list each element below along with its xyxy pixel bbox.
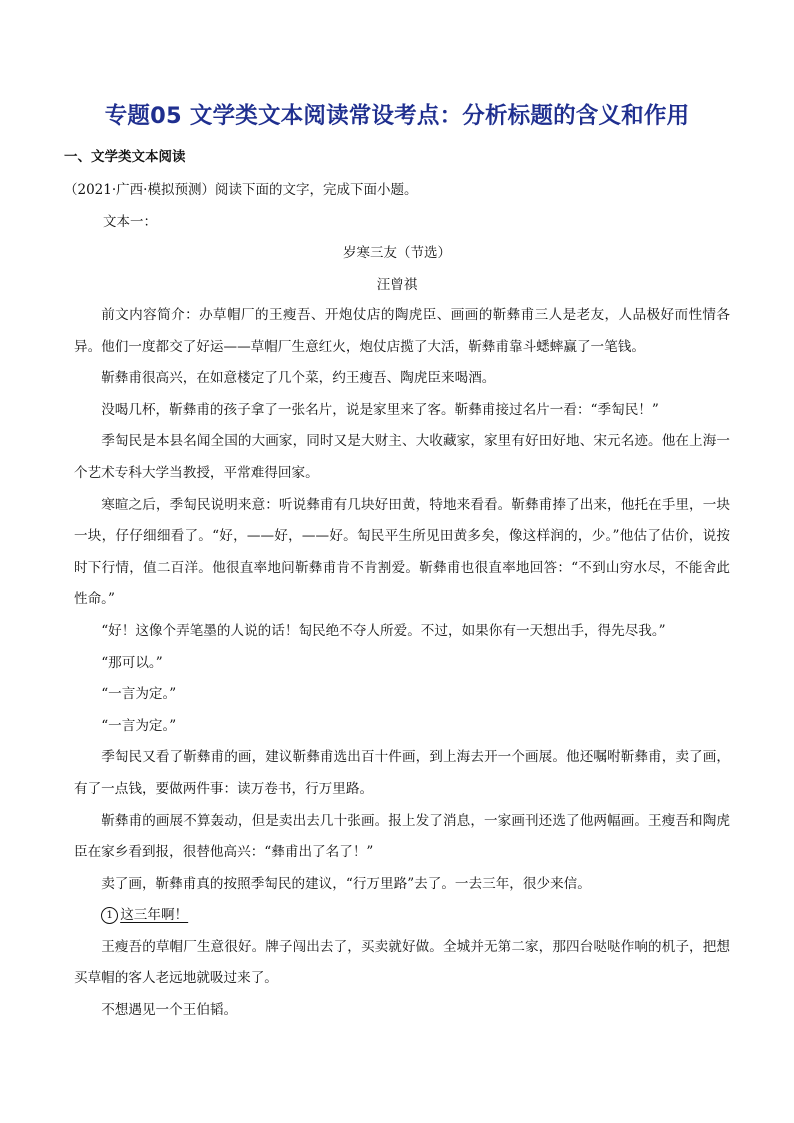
underlined-sentence <box>101 907 188 923</box>
paragraph: 卖了画，靳彝甫真的按照季匋民的建议，“行万里路”去了。一去三年，很少来信。 <box>101 875 591 892</box>
paragraph: “一言为定。” <box>101 686 177 703</box>
section-heading: 一、文学类文本阅读 <box>64 149 186 165</box>
paragraph: “那可以。” <box>101 654 163 671</box>
paragraph: “好！这像个弄笔墨的人说的话！匋民绝不夺人所爱。不过，如果你有一天想出手，得先尽我。” <box>101 622 666 639</box>
page-title: 专题05 文学类文本阅读常设考点：分析标题的含义和作用 <box>104 103 690 129</box>
paragraph: 季匋民是本县名闻全国的大画家，同时又是大财主、大收藏家，家里有好田好地、宋元名迹。他在上海一个艺术专科大学当教授，平常难得回家。 <box>74 433 730 481</box>
paragraph: 前文内容简介：办草帽厂的王瘦吾、开炮仗店的陶虎臣、画画的靳彝甫三人是老友，人品极好而性情各异。他们一度都交了好运——草帽厂生意红火，炮仗店揽了大活，靳彝甫靠斗蟋蟀赢了一笔钱。 <box>74 307 730 355</box>
paragraph: 不想遇见一个王伯韬。 <box>101 1002 238 1019</box>
article-author: 汪曾祺 <box>376 277 418 293</box>
paragraph: 靳彝甫的画展不算轰动，但是卖出去几十张画。报上发了消息，一家画刊还选了他两幅画。王瘦吾和陶虎臣在家乡看到报，很替他高兴：“彝甫出了名了！” <box>74 812 730 861</box>
marked-sentence-text: 这三年啊！ <box>120 907 189 924</box>
paragraph: 没喝几杯，靳彝甫的孩子拿了一张名片，说是家里来了客。靳彝甫接过名片一看：“季匋民！” <box>101 401 659 418</box>
marked-paragraph <box>74 900 730 932</box>
paragraph: 靳彝甫很高兴，在如意楼定了几个菜，约王瘦吾、陶虎臣来喝酒。 <box>101 370 496 387</box>
paragraph: “一言为定。” <box>101 717 177 734</box>
article-body <box>74 300 730 1027</box>
paragraph: 寒暄之后，季匋民说明来意：听说彝甫有几块好田黄，特地来看看。靳彝甫捧了出来，他托在手里，一块一块，仔仔细细看了。“好，——好，——好。匋民平生所见田黄多矣，像这样润的，少。”他估了估价，说按时下行情，值二百洋。他很直率地问靳彝甫肯不肯割爱。靳彝甫也很直率地回答：“不到山穷水尽，不能舍此性命。” <box>74 496 730 608</box>
text-label: 文本一： <box>103 214 157 230</box>
paragraph: 王瘦吾的草帽厂生意很好。牌子闯出去了，买卖就好做。全城并无第二家，那四台哒哒作响的机子，把想买草帽的客人老远地就吸过来了。 <box>74 938 730 987</box>
circled-number-marker: 1 <box>101 907 118 924</box>
source-line: （2021·广西·模拟预测）阅读下面的文字，完成下面小题。 <box>64 182 418 198</box>
article-title: 岁寒三友（节选） <box>343 245 451 261</box>
paragraph: 季匋民又看了靳彝甫的画，建议靳彝甫选出百十件画，到上海去开一个画展。他还嘱咐靳彝甫，卖了画，有了一点钱，要做两件事：读万卷书，行万里路。 <box>74 749 730 797</box>
